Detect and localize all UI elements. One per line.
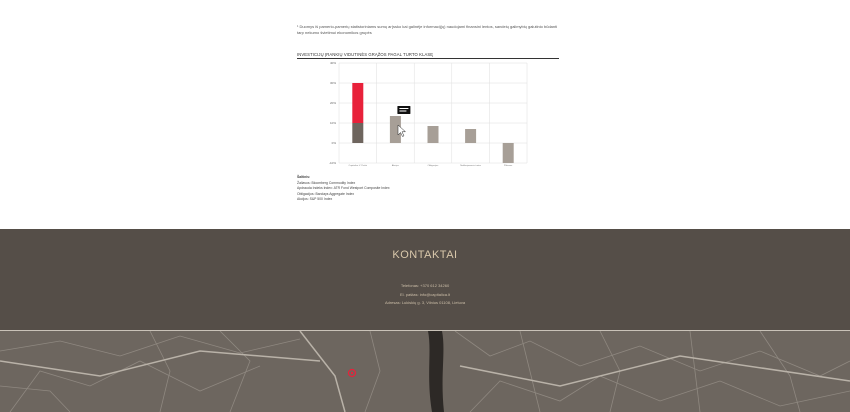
y-tick-label: 20% — [329, 101, 336, 106]
returns-chart — [297, 58, 537, 170]
x-tick-label: Žaliavos — [504, 165, 513, 167]
contacts-title: KONTAKTAI — [392, 249, 458, 261]
chart-legend — [297, 175, 390, 203]
bar — [428, 126, 439, 143]
tooltip-line — [399, 108, 408, 109]
x-tick-label: Capitalica V. Perlai — [348, 165, 367, 167]
y-tick-label: 30% — [329, 81, 336, 86]
legend-line: Apdrauda Indeks Index: ATR Fond Westport Composite Index — [297, 186, 390, 191]
map-river — [428, 331, 444, 412]
contacts-section — [0, 229, 850, 331]
intro-text: ¹ Duomys iš pamerio-pamerių statistoriniams sumų ar(ssko kai galinėje informacij(ų) naudojami finansini lentos, sandeių galimybių galutinio būdanti tarp nekumo švietimui ekonomikos grupės — [297, 24, 558, 35]
bar — [352, 83, 363, 123]
contact-email[interactable]: El. paštas: info@capitalica.lt — [399, 292, 451, 297]
tooltip-box — [397, 106, 410, 114]
legend-line: Obligacijos: Barclays Aggregate Index — [297, 191, 355, 196]
legend-line: Žaliavos: Bloomberg Commodity Index — [297, 180, 356, 185]
contact-address: Adresas: Lukiskių g. 3, Vilnius 01108, Lietuva — [384, 300, 466, 305]
x-tick-label: Obligacijos — [427, 165, 439, 167]
contact-phone[interactable]: Telefonas: +370 612 34260 — [400, 283, 450, 288]
legend-title: Šaltinis: — [297, 175, 311, 179]
chart-title: INVESTICIJŲ ĮRANKIŲ VIDUTINĖS GRĄŽOS PAGAL TURTO KLASĘ — [297, 52, 559, 59]
y-tick-label: 0% — [331, 141, 336, 146]
location-map[interactable] — [0, 331, 850, 412]
x-tick-label: Nekilnojamasis turtas — [460, 165, 481, 167]
map-streets — [0, 331, 850, 412]
tooltip-line — [399, 111, 406, 112]
y-tick-label: 10% — [329, 121, 336, 126]
bar — [503, 143, 514, 163]
map-marker-icon[interactable] — [349, 370, 356, 377]
y-tick-label: 40% — [329, 61, 336, 66]
x-tick-label: Akcijos — [391, 165, 399, 167]
bar — [352, 123, 363, 143]
y-tick-label: -10% — [328, 161, 336, 166]
map-main-roads — [0, 331, 850, 412]
bar — [465, 129, 476, 143]
legend-line: Akcijos: S&P 500 Index — [297, 197, 333, 202]
